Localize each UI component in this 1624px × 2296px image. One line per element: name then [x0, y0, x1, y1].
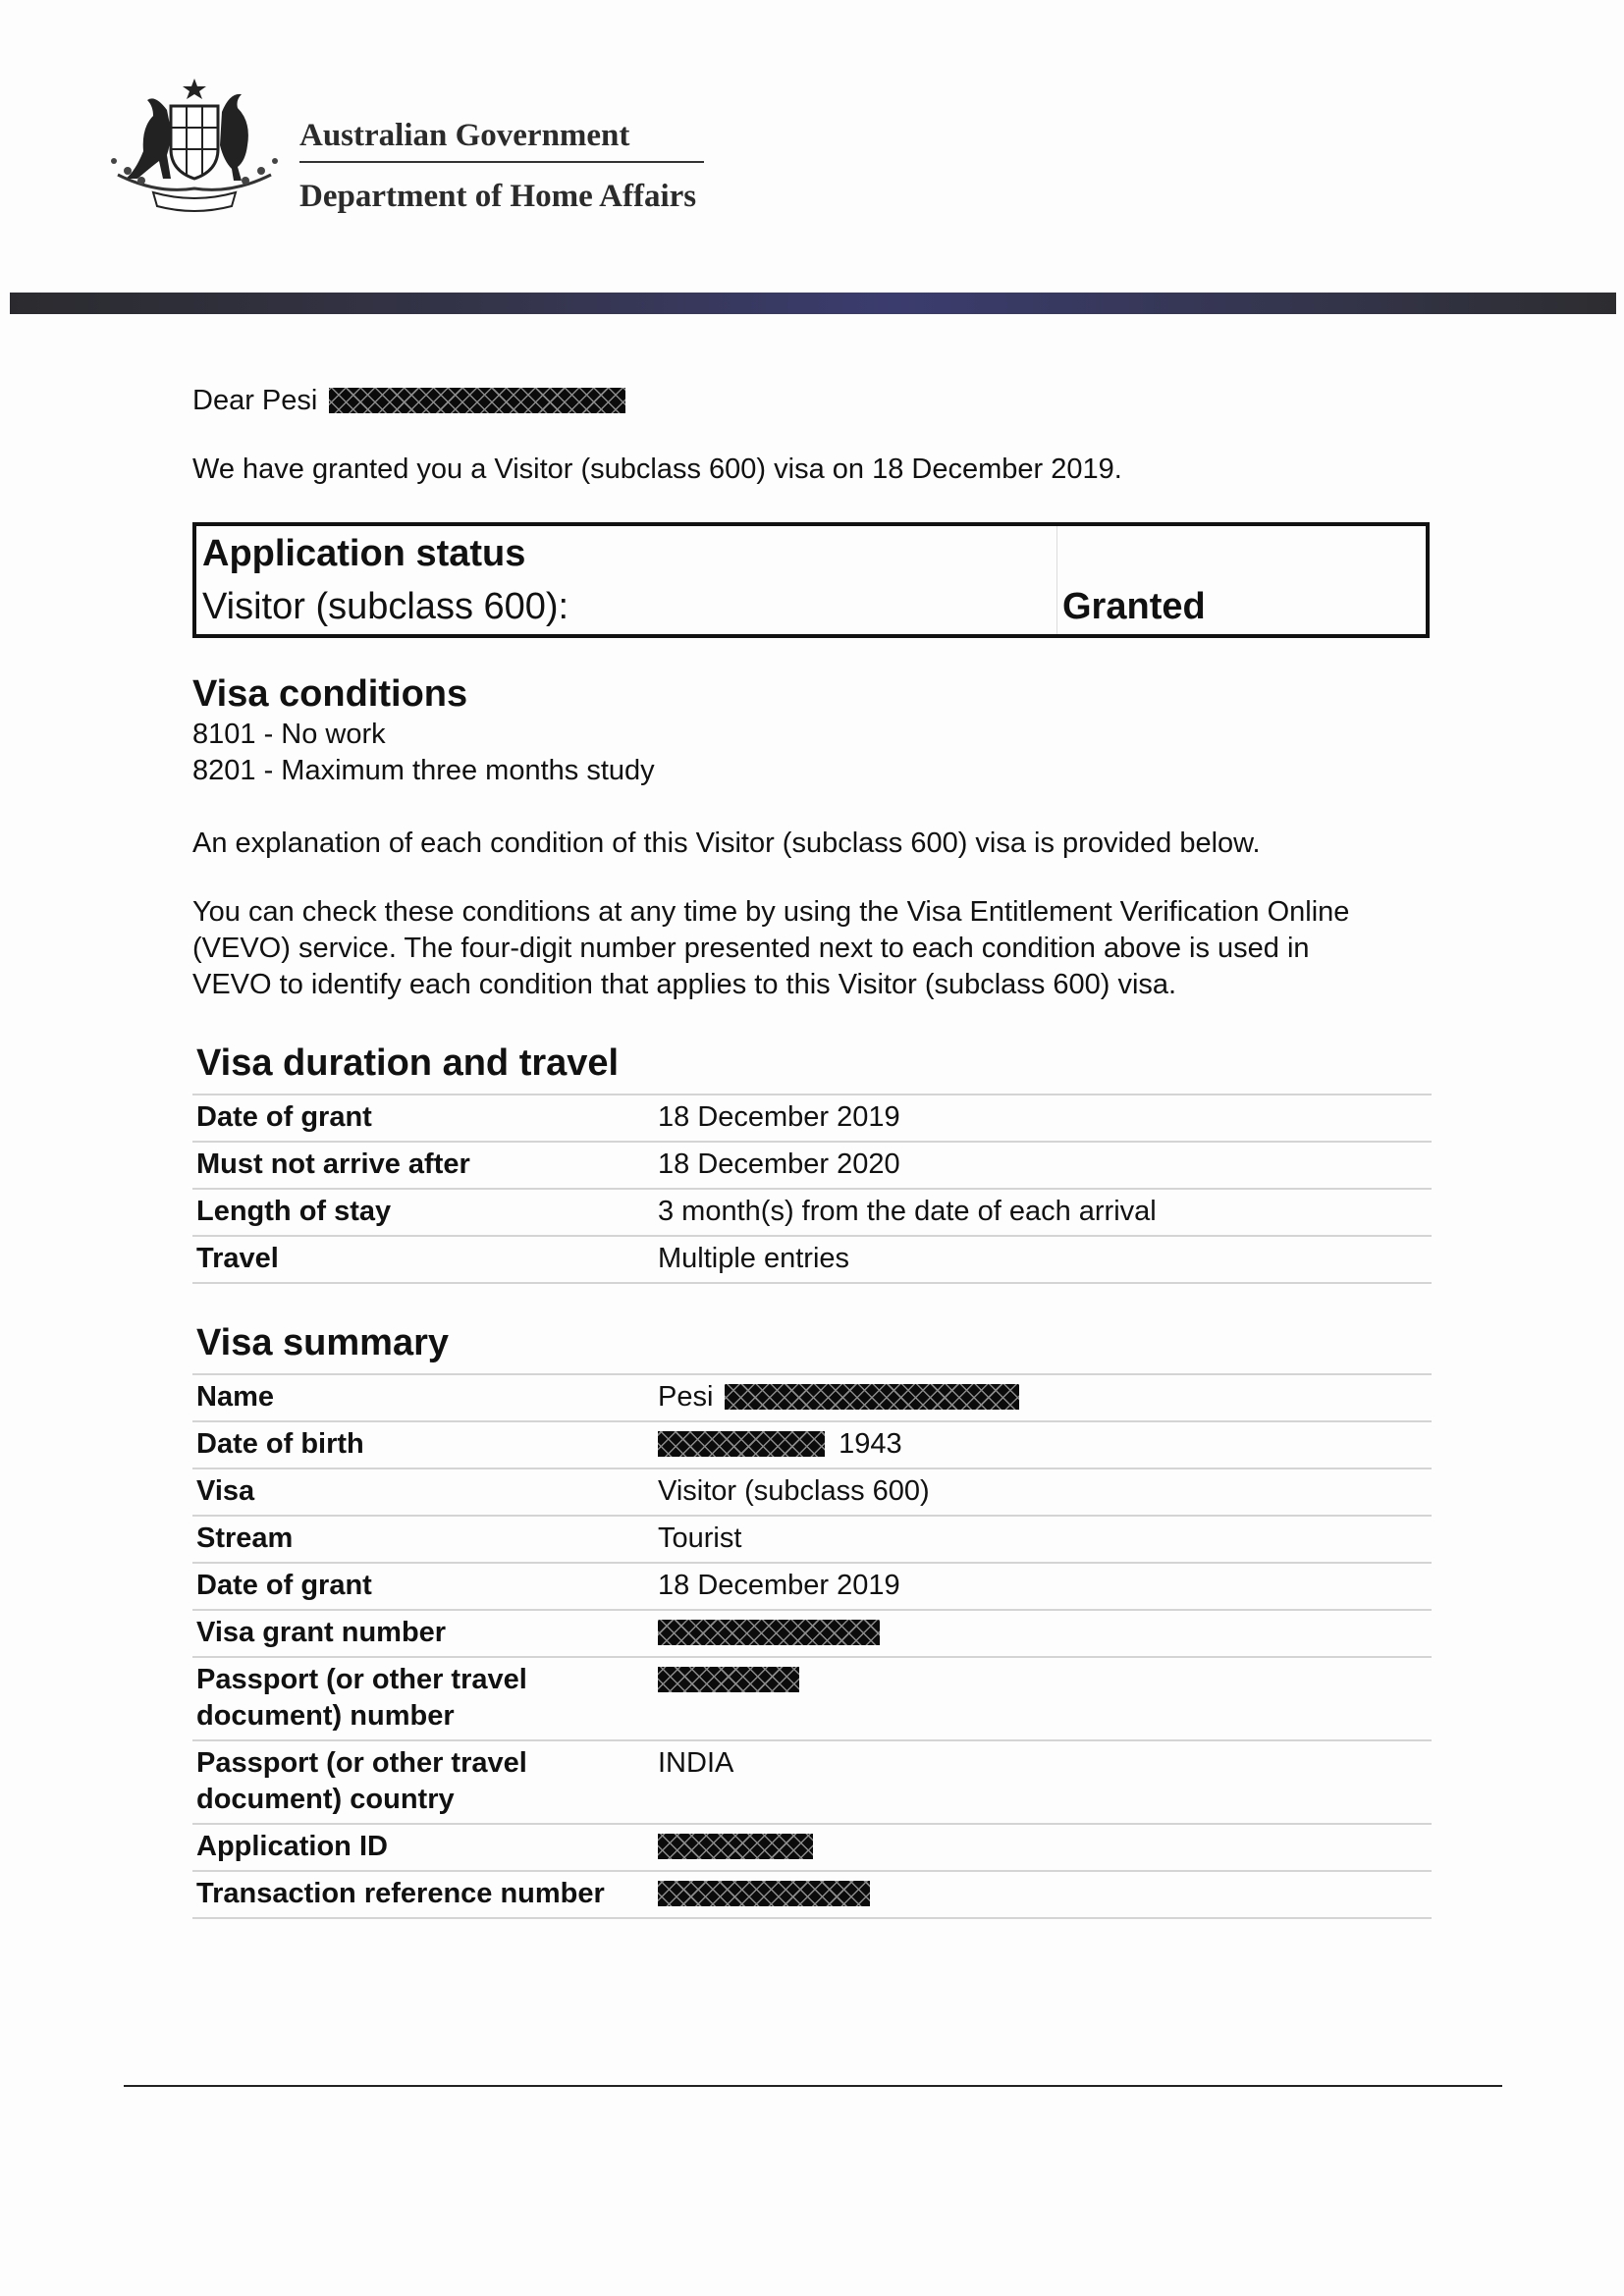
header-band	[10, 293, 1616, 314]
birth-year: 1943	[839, 1428, 902, 1460]
table-row	[192, 1563, 1432, 1610]
row-value	[654, 1610, 1432, 1657]
table-row	[192, 1374, 1432, 1421]
row-value	[654, 1824, 1432, 1871]
grant-sentence: We have granted you a Visitor (subclass 600) visa on 18 December 2019.	[192, 454, 1122, 485]
table-row	[192, 1610, 1432, 1657]
visa-conditions-section	[192, 671, 1432, 1003]
table-row	[192, 1142, 1432, 1189]
department-name: Department of Home Affairs	[299, 179, 697, 214]
visa-duration-section	[192, 1041, 1432, 1284]
row-value: 3 month(s) from the date of each arrival	[654, 1189, 1432, 1236]
name-value: Pesi	[658, 1381, 714, 1413]
table-row	[192, 1516, 1432, 1563]
row-label: Stream	[192, 1516, 654, 1563]
row-label-line: document) country	[196, 1784, 455, 1815]
logo-divider	[299, 161, 704, 163]
row-value: Tourist	[654, 1516, 1432, 1563]
row-label: Transaction reference number	[192, 1871, 654, 1918]
table-row	[192, 1740, 1432, 1824]
application-status-title: Application status	[202, 533, 526, 574]
table-row	[192, 1824, 1432, 1871]
row-value: 18 December 2019	[654, 1095, 1432, 1142]
row-label: Visa	[192, 1468, 654, 1516]
table-row	[192, 1236, 1432, 1283]
visa-summary-section	[192, 1320, 1432, 1919]
vevo-paragraph-line: You can check these conditions at any time by using the Visa Entitlement Verification Online	[192, 896, 1350, 928]
visa-summary-table	[192, 1373, 1432, 1919]
status-badge: Granted	[1062, 586, 1206, 627]
row-label: Must not arrive after	[192, 1142, 654, 1189]
row-label: Length of stay	[192, 1189, 654, 1236]
row-label	[192, 1657, 654, 1740]
redacted-application-id	[658, 1834, 813, 1859]
visa-duration-table	[192, 1094, 1432, 1284]
redacted-birth-date	[658, 1431, 825, 1457]
table-row	[192, 1421, 1432, 1468]
table-row	[192, 1189, 1432, 1236]
row-label-line: document) number	[196, 1700, 455, 1732]
row-value	[654, 1374, 1432, 1421]
condition-item: 8201 - Maximum three months study	[192, 755, 655, 786]
visa-conditions-title: Visa conditions	[192, 673, 468, 715]
redacted-passport-number	[658, 1667, 799, 1692]
row-value: INDIA	[654, 1740, 1432, 1824]
vevo-paragraph-line: (VEVO) service. The four-digit number presented next to each condition above is used in	[192, 933, 1310, 964]
table-row	[192, 1657, 1432, 1740]
redacted-transaction-reference	[658, 1881, 870, 1906]
row-label: Date of birth	[192, 1421, 654, 1468]
redacted-grant-number	[658, 1620, 880, 1645]
row-label: Application ID	[192, 1824, 654, 1871]
row-label-line: Passport (or other travel	[196, 1664, 527, 1695]
table-row	[192, 1871, 1432, 1918]
row-label	[192, 1740, 654, 1824]
row-value: 18 December 2019	[654, 1563, 1432, 1610]
row-label-line: Passport (or other travel	[196, 1747, 527, 1779]
row-label: Date of grant	[192, 1563, 654, 1610]
condition-item: 8101 - No work	[192, 719, 386, 750]
vevo-paragraph-line: VEVO to identify each condition that applies to this Visitor (subclass 600) visa.	[192, 969, 1177, 1000]
table-row	[192, 1095, 1432, 1142]
row-label: Name	[192, 1374, 654, 1421]
redacted-surname	[329, 388, 625, 413]
row-label: Travel	[192, 1236, 654, 1283]
application-status-box	[192, 522, 1430, 638]
row-value	[654, 1871, 1432, 1918]
coat-of-arms-icon	[98, 77, 291, 220]
visa-duration-title: Visa duration and travel	[196, 1042, 620, 1084]
row-label: Visa grant number	[192, 1610, 654, 1657]
status-column-divider	[1056, 526, 1057, 634]
row-value	[654, 1657, 1432, 1740]
row-value: 18 December 2020	[654, 1142, 1432, 1189]
table-row	[192, 1468, 1432, 1516]
row-label: Date of grant	[192, 1095, 654, 1142]
government-logo	[98, 77, 707, 224]
conditions-explanation: An explanation of each condition of this Visitor (subclass 600) visa is provided below.	[192, 828, 1261, 859]
salutation	[192, 383, 625, 419]
visa-summary-title: Visa summary	[196, 1322, 450, 1363]
salutation-text: Dear Pesi	[192, 385, 318, 416]
row-value: Multiple entries	[654, 1236, 1432, 1283]
row-value	[654, 1421, 1432, 1468]
status-visa-label: Visitor (subclass 600):	[202, 586, 569, 627]
row-value: Visitor (subclass 600)	[654, 1468, 1432, 1516]
government-name: Australian Government	[299, 118, 630, 153]
redacted-surname	[725, 1384, 1019, 1410]
footer-divider	[124, 2085, 1502, 2087]
